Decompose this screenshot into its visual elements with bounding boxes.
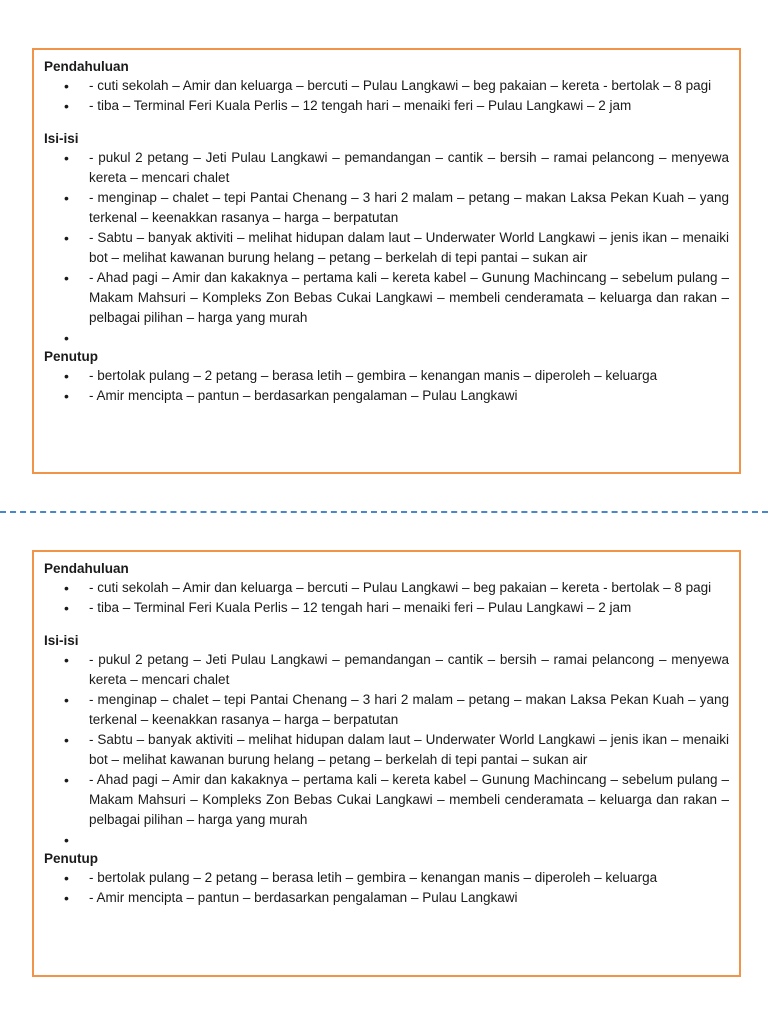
list-item: • - Amir mencipta – pantun – berdasarkan pengalaman – Pulau Langkawi [44, 888, 729, 908]
pendahuluan-heading: Pendahuluan [44, 59, 129, 74]
list-item: • - Sabtu – banyak aktiviti – melihat hidupan dalam laut – Underwater World Langkawi – jenis ikan – menaiki bot – melihat kawanan burung helang – petang – berkelah di tepi pantai – sukan air [44, 228, 729, 268]
essay-outline-card-bottom [32, 550, 741, 977]
list-item: • - bertolak pulang – 2 petang – berasa letih – gembira – kenangan manis – diperoleh – keluarga [44, 366, 729, 386]
list-item: • - menginap – chalet – tepi Pantai Chenang – 3 hari 2 malam – petang – makan Laksa Pekan Kuah – yang terkenal – keenakkan rasanya – harga – berpatutan [44, 188, 729, 228]
pendahuluan-list [44, 578, 729, 618]
list-item: • - Sabtu – banyak aktiviti – melihat hidupan dalam laut – Underwater World Langkawi – jenis ikan – menaiki bot – melihat kawanan burung helang – petang – berkelah di tepi pantai – sukan air [44, 730, 729, 770]
penutup-heading: Penutup [44, 851, 98, 866]
pendahuluan-heading: Pendahuluan [44, 561, 129, 576]
list-item: • - pukul 2 petang – Jeti Pulau Langkawi – pemandangan – cantik – bersih – ramai pelancong – menyewa kereta – mencari chalet [44, 650, 729, 690]
isi-isi-list [44, 148, 729, 348]
list-item: • - Ahad pagi – Amir dan kakaknya – pertama kali – kereta kabel – Gunung Machincang – sebelum pulang – Makam Mahsuri – Kompleks Zon Bebas Cukai Langkawi – membeli cenderamata – keluarga dan rakan – pelbagai pilihan – harga yang murah [44, 770, 729, 830]
penutup-list [44, 366, 729, 406]
list-item: • - tiba – Terminal Feri Kuala Perlis – 12 tengah hari – menaiki feri – Pulau Langkawi – 2 jam [44, 598, 729, 618]
pendahuluan-list [44, 76, 729, 116]
penutup-heading: Penutup [44, 349, 98, 364]
empty-list-item [44, 328, 729, 348]
list-item: • - Amir mencipta – pantun – berdasarkan pengalaman – Pulau Langkawi [44, 386, 729, 406]
dashed-divider [0, 511, 768, 513]
list-item: • - Ahad pagi – Amir dan kakaknya – pertama kali – kereta kabel – Gunung Machincang – sebelum pulang – Makam Mahsuri – Kompleks Zon Bebas Cukai Langkawi – membeli cenderamata – keluarga dan rakan – pelbagai pilihan – harga yang murah [44, 268, 729, 328]
penutup-list [44, 868, 729, 908]
list-item: • - menginap – chalet – tepi Pantai Chenang – 3 hari 2 malam – petang – makan Laksa Pekan Kuah – yang terkenal – keenakkan rasanya – harga – berpatutan [44, 690, 729, 730]
isi-isi-heading: Isi-isi [44, 633, 79, 648]
list-item: • - cuti sekolah – Amir dan keluarga – bercuti – Pulau Langkawi – beg pakaian – kereta - bertolak – 8 pagi [44, 76, 729, 96]
list-item: • - cuti sekolah – Amir dan keluarga – bercuti – Pulau Langkawi – beg pakaian – kereta - bertolak – 8 pagi [44, 578, 729, 598]
list-item: • - pukul 2 petang – Jeti Pulau Langkawi – pemandangan – cantik – bersih – ramai pelancong – menyewa kereta – mencari chalet [44, 148, 729, 188]
isi-isi-heading: Isi-isi [44, 131, 79, 146]
essay-outline-card-top [32, 48, 741, 474]
list-item: • - tiba – Terminal Feri Kuala Perlis – 12 tengah hari – menaiki feri – Pulau Langkawi – 2 jam [44, 96, 729, 116]
isi-isi-list [44, 650, 729, 850]
empty-list-item [44, 830, 729, 850]
list-item: • - bertolak pulang – 2 petang – berasa letih – gembira – kenangan manis – diperoleh – keluarga [44, 868, 729, 888]
